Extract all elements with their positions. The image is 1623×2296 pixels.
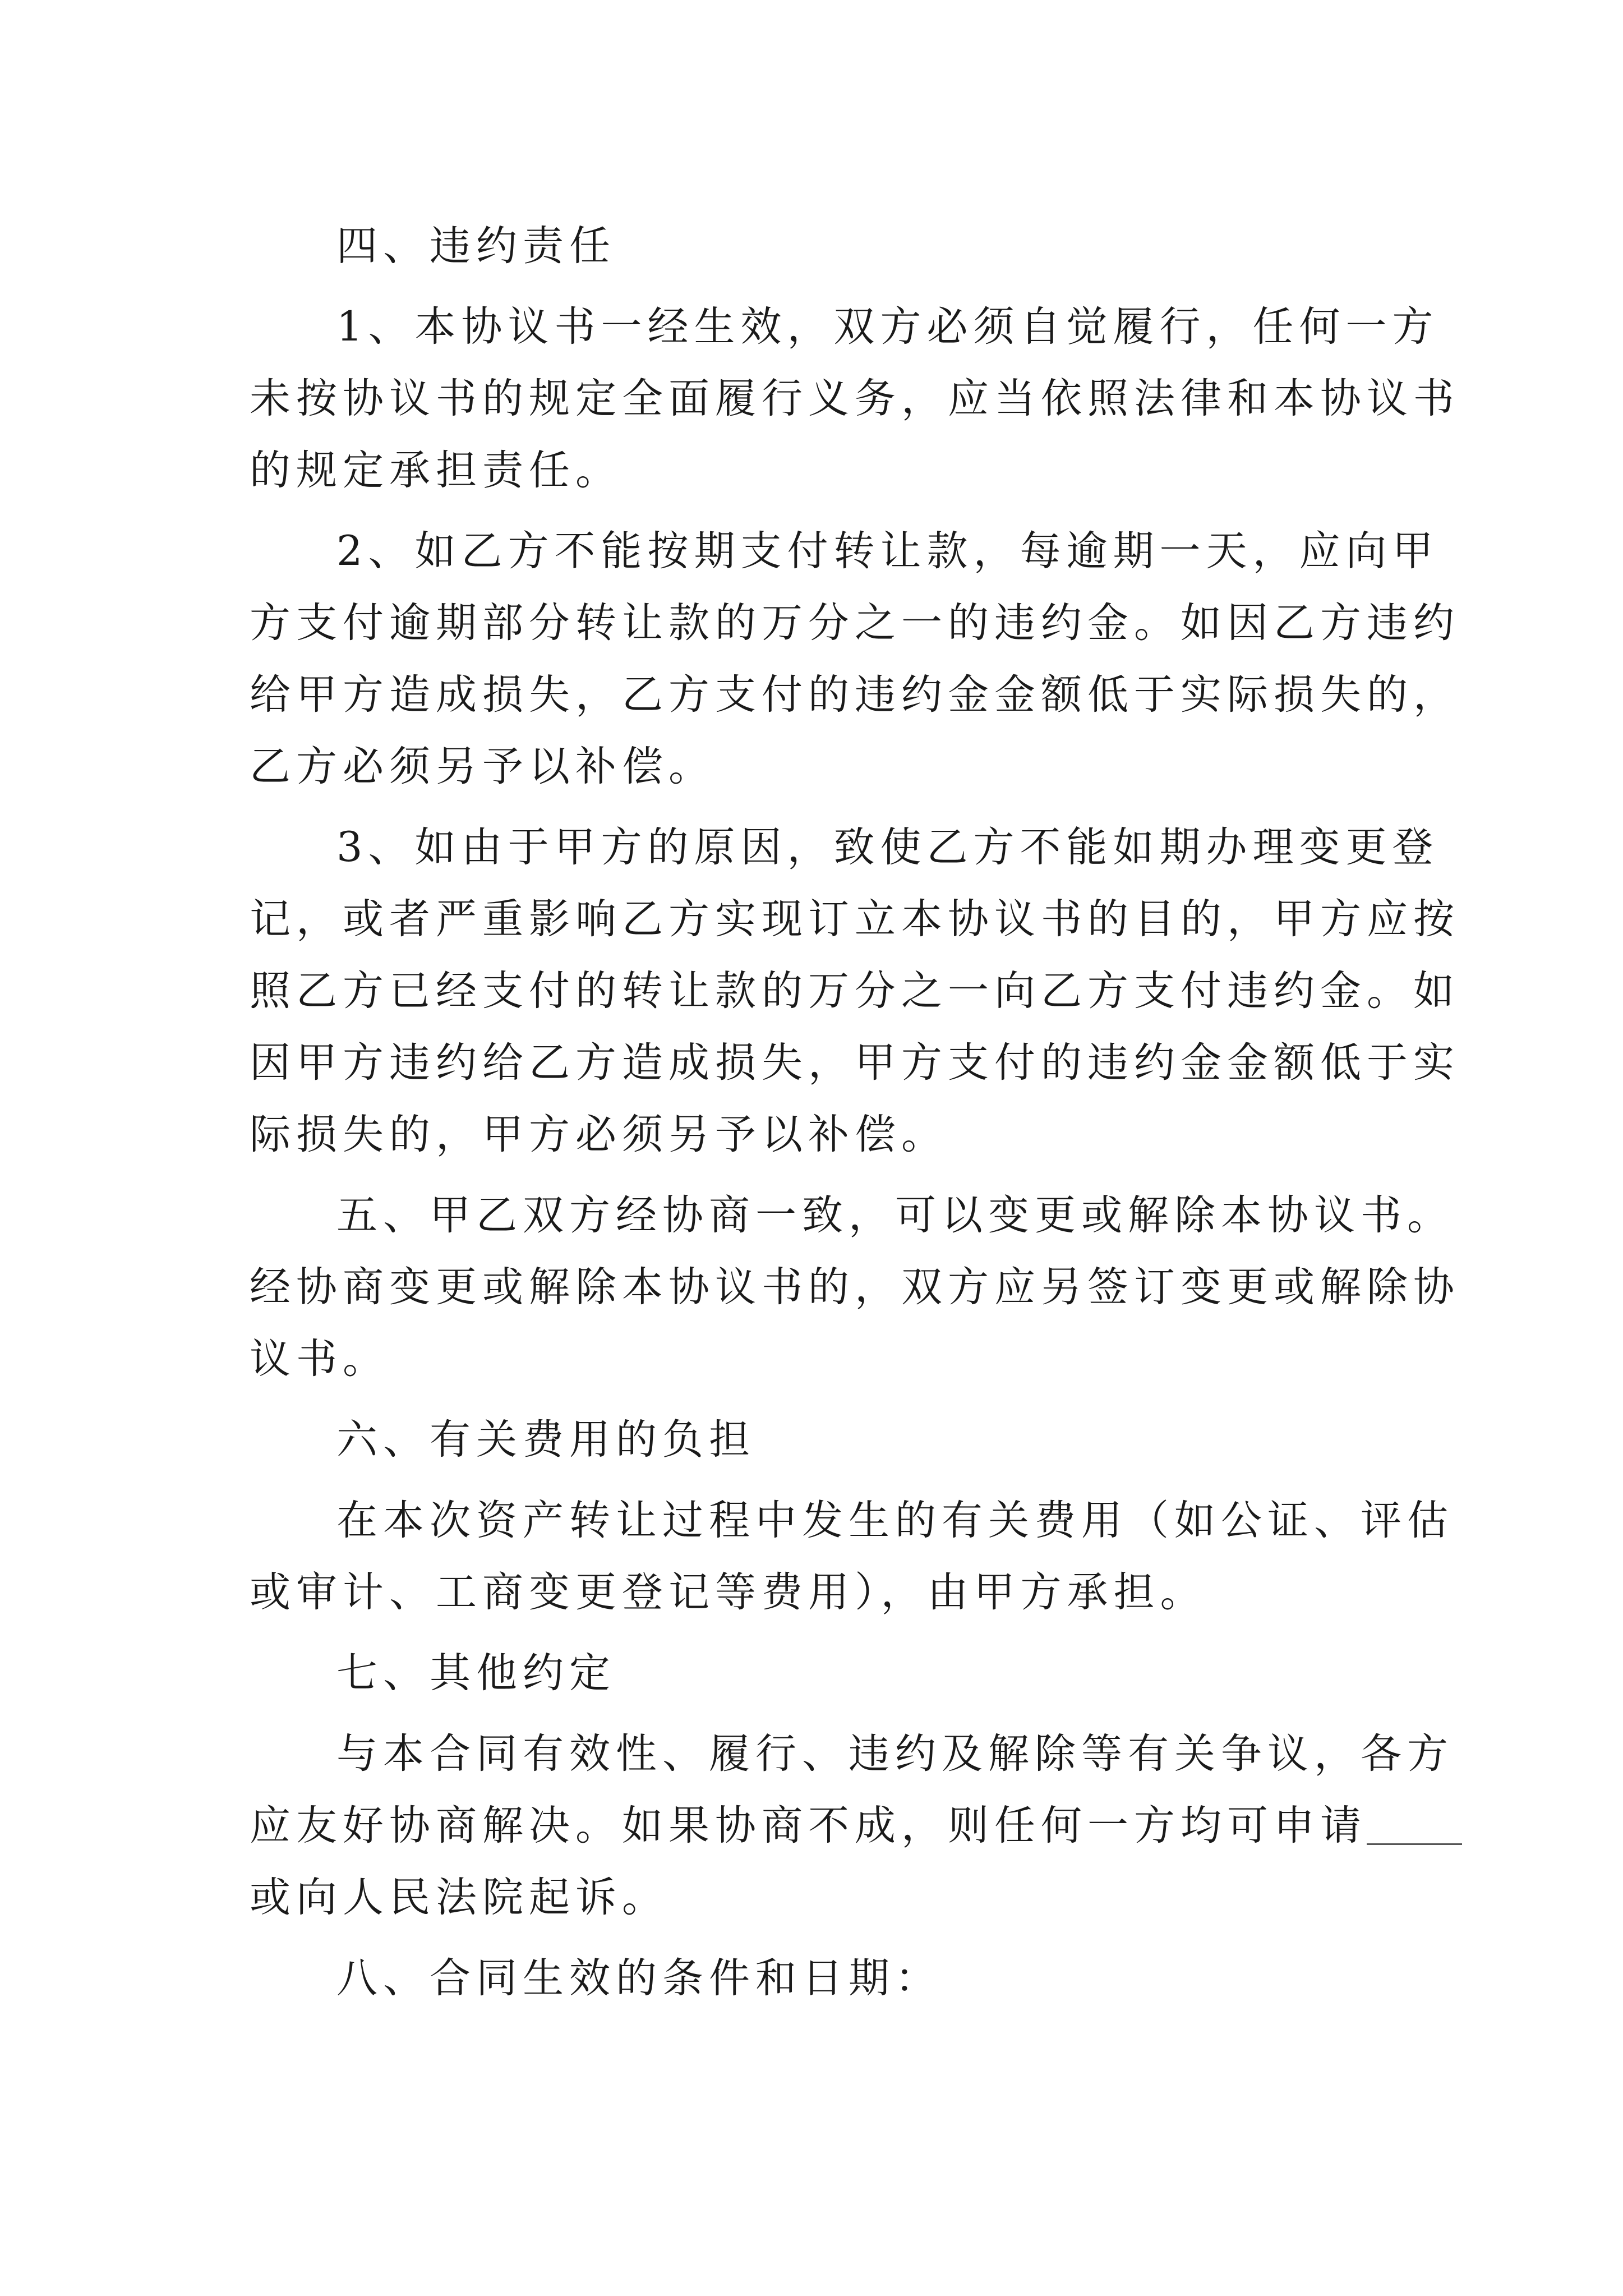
text-line: 乙方必须另予以补偿。	[250, 743, 715, 790]
text-line: 给甲方造成损失，乙方支付的违约金金额低于实际损失的，	[250, 671, 1460, 719]
text-line-with-blank	[250, 1790, 1391, 1862]
text-line: 未按协议书的规定全面履行义务，应当依照法律和本协议书	[250, 375, 1460, 422]
text-line: 议书。	[250, 1335, 389, 1383]
text-line: 因甲方违约给乙方造成损失，甲方支付的违约金金额低于实	[250, 1039, 1460, 1087]
text-line: 或向人民法院起诉。	[250, 1874, 668, 1921]
paragraph-breach-1	[250, 291, 1460, 507]
text-segment: 应友好协商解决。如果协商不成，则任何一方均可申请	[250, 1802, 1367, 1849]
section-6-heading: 六、有关费用的负担	[336, 1416, 755, 1464]
text-line: 际损失的，甲方必须另予以补偿。	[250, 1111, 948, 1158]
text-line: 在本次资产转让过程中发生的有关费用（如公证、评估	[336, 1497, 1454, 1544]
section-7-heading: 七、其他约定	[336, 1649, 616, 1697]
paragraph-breach-3	[250, 812, 1460, 1171]
section-4-heading: 四、违约责任	[336, 222, 616, 270]
text-line: 照乙方已经支付的转让款的万分之一向乙方支付违约金。如	[250, 967, 1460, 1015]
section-5	[250, 1180, 1460, 1395]
text-line: 2、如乙方不能按期支付转让款，每逾期一天，应向甲	[336, 527, 1439, 575]
fill-in-blank	[1367, 1804, 1462, 1845]
text-line: 记，或者严重影响乙方实现订立本协议书的目的，甲方应按	[250, 895, 1460, 943]
section-7-body	[250, 1718, 1454, 1934]
text-line: 3、如由于甲方的原因，致使乙方不能如期办理变更登	[336, 823, 1439, 871]
text-line: 与本合同有效性、履行、违约及解除等有关争议，各方	[336, 1730, 1454, 1778]
text-line: 的规定承担责任。	[250, 447, 622, 494]
document-body	[250, 210, 1460, 2014]
text-line: 或审计、工商变更登记等费用），由甲方承担。	[250, 1568, 1207, 1616]
text-line: 方支付逾期部分转让款的万分之一的违约金。如因乙方违约	[250, 599, 1460, 647]
section-8-heading: 八、合同生效的条件和日期：	[336, 1954, 942, 2002]
text-line: 经协商变更或解除本协议书的，双方应另签订变更或解除协	[250, 1263, 1460, 1311]
paragraph-breach-2	[250, 516, 1460, 803]
text-line: 五、甲乙双方经协商一致，可以变更或解除本协议书。	[336, 1191, 1454, 1239]
text-line: 1、本协议书一经生效，双方必须自觉履行，任何一方	[336, 303, 1439, 351]
section-6-body	[250, 1485, 1454, 1628]
